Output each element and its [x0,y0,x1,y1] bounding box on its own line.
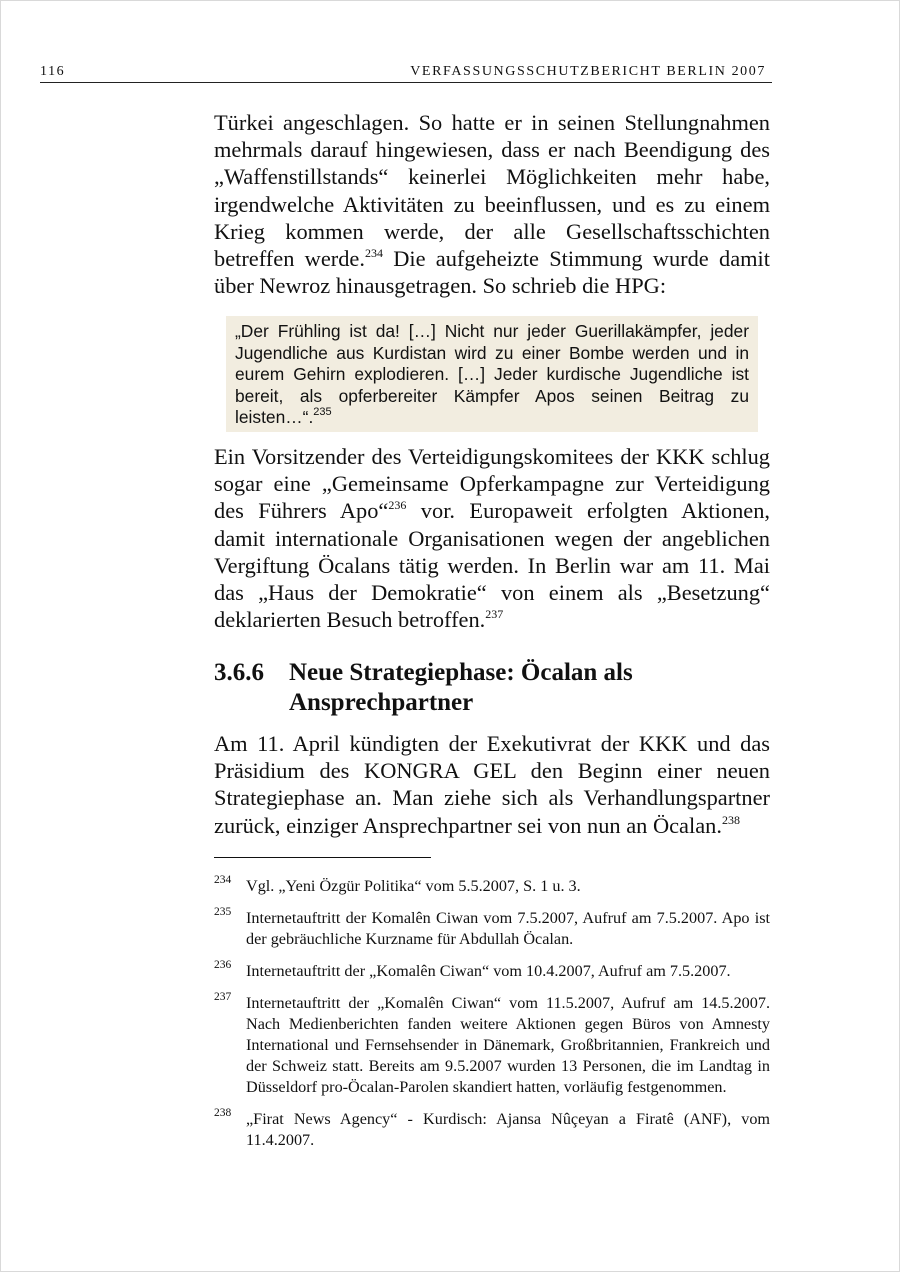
paragraph-3-text: Am 11. April kündigten der Exekutivrat der KKK und das Präsidium des KONGRA GEL den Beginn einer neuen Strategiephase an. Man ziehe sich als Verhandlungspartner zurück, einziger Ansprechpartner sei von nun an Öcalan. [214,731,770,838]
footnote [214,1109,770,1151]
footnote-number: 237 [214,991,232,1003]
quote-text: „Der Frühling ist da! […] Nicht nur jeder Guerillakämpfer, jeder Jugendliche aus Kurdistan wird zu einer Bombe werden und in eurem Gehirn explodieren. […] Jeder kurdische Jugendliche ist bereit, als opferbereiter Kämpfer Apos seinen Beitrag zu leisten…“. [235,321,749,428]
running-title: VERFASSUNGSSCHUTZBERICHT BERLIN 2007 [410,64,766,79]
footnotes [214,876,770,1162]
footnote-number: 238 [214,1107,232,1119]
paragraph-1 [214,109,770,299]
footnote-number: 234 [214,874,232,886]
footnote-number: 235 [214,906,232,918]
paragraph-1-text: Türkei angeschlagen. So hatte er in seinen Stellungnahmen mehrmals darauf hingewiesen, dass er nach Beendigung des „Waffenstillstands“ keinerlei Möglichkeiten mehr habe, irgendwelche Aktivitäten zu beeinflussen, und es zu einem Krieg kommen werde, der alle Gesellschaftsschichten betreffen werde. [214,110,770,272]
footnote-separator [214,857,431,858]
page-number: 116 [40,64,66,79]
footnote [214,876,770,897]
footnote-text: „Firat News Agency“ - Kurdisch: Ajansa Nûçeyan a Firatê (ANF), vom 11.4.2007. [246,1110,770,1149]
footnote-ref-236: 236 [388,498,407,513]
paragraph-2-text-a: Ein Vorsitzender des Verteidigungskomitees der KKK schlug sogar eine „Gemeinsame Opferkampagne zur Verteidigung des Führers Apo“ [214,444,770,524]
footnote-ref-238: 238 [721,812,740,827]
quote-box [226,316,758,432]
running-header [40,64,772,83]
paragraph-3 [214,730,770,839]
paragraph-2-text-b: vor. Europaweit erfolgten Aktionen, damit internationale Organisationen wegen der angeblichen Vergiftung Öcalans tätig werden. In Berlin war am 11. Mai das „Haus der Demokratie“ von einem als „Besetzung“ deklarierten Besuch betroffen. [214,498,770,633]
footnote-ref-237: 237 [485,607,504,622]
footnote-text: Internetauftritt der „Komalên Ciwan“ vom 10.4.2007, Aufruf am 7.5.2007. [246,962,731,980]
footnote [214,993,770,1098]
footnote-text: Internetauftritt der Komalên Ciwan vom 7.5.2007, Aufruf am 7.5.2007. Apo ist der gebräuchliche Kurzname für Abdullah Öcalan. [246,909,770,948]
section-title: Neue Strategiephase: Öcalan als Ansprechpartner [289,659,633,716]
section-number: 3.6.6 [214,659,264,686]
footnote-ref-235: 235 [313,406,332,419]
footnote-text: Internetauftritt der „Komalên Ciwan“ vom 11.5.2007, Aufruf am 14.5.2007. Nach Medienberichten fanden weitere Aktionen gegen Büros von Amnesty International und Fernsehsender in Dänemark, Großbritannien, Frankreich und der Schweiz statt. Bereits am 9.5.2007 wurden 13 Personen, die im Landtag in Düsseldorf pro-Öcalan-Parolen skandiert hatten, vorläufig festgenommen. [246,994,770,1096]
paragraph-2 [214,443,770,633]
footnote-ref-234: 234 [364,246,383,261]
footnote [214,961,770,982]
footnote-text: Vgl. „Yeni Özgür Politika“ vom 5.5.2007, S. 1 u. 3. [246,877,581,895]
footnote [214,908,770,950]
paragraph-1-text-after: Die aufgeheizte Stimmung wurde damit über Newroz hinausgetragen. So schrieb die HPG: [214,246,770,299]
footnote-number: 236 [214,959,232,971]
